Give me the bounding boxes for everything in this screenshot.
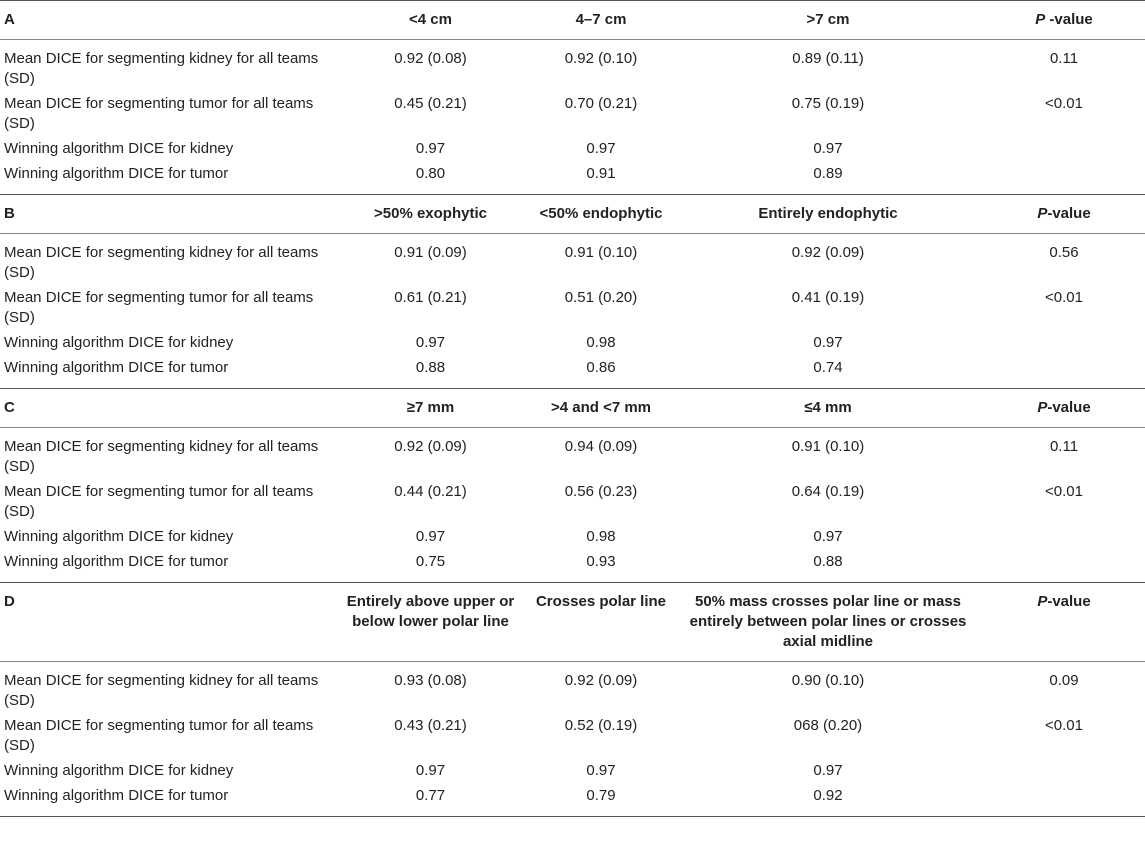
row-label: Winning algorithm DICE for tumor (4, 165, 229, 182)
table-cell: 0.92 (0.09) (564, 672, 638, 689)
table-cell: 0.97 (415, 334, 446, 351)
table-row (0, 713, 1145, 758)
table-cell: 0.75 (415, 553, 446, 570)
pvalue-cell: <0.01 (1045, 289, 1083, 306)
table-row (0, 330, 1145, 355)
pvalue-cell: 0.56 (1049, 244, 1079, 261)
pvalue-header-p: P (1037, 399, 1048, 416)
column-header: Entirely above upper or below lower polar line (346, 593, 515, 630)
table-row (0, 161, 1145, 195)
column-header: Crosses polar line (535, 593, 667, 610)
row-label: Mean DICE for segmenting kidney for all teams (SD) (4, 438, 319, 475)
section-label: A (4, 11, 15, 28)
row-label: Mean DICE for segmenting kidney for all teams (SD) (4, 244, 319, 281)
table-cell: 0.98 (586, 528, 616, 545)
pvalue-cell (983, 330, 1145, 355)
table-cell: 0.91 (0.10) (564, 244, 638, 261)
table-row (0, 662, 1145, 714)
table-cell: 0.98 (586, 334, 616, 351)
table-cell: 0.88 (813, 553, 843, 570)
table-row (0, 40, 1145, 92)
section-label: B (4, 205, 15, 222)
table-cell: 0.92 (813, 787, 843, 804)
table-cell: 0.92 (0.10) (564, 50, 638, 67)
row-label: Mean DICE for segmenting kidney for all teams (SD) (4, 50, 319, 87)
column-header: ≥7 mm (406, 399, 455, 416)
table-cell: 0.97 (415, 762, 446, 779)
table-cell: 0.44 (0.21) (394, 483, 467, 500)
pvalue-cell: <0.01 (1045, 717, 1083, 734)
pvalue-header (983, 389, 1145, 428)
table-cell: 0.92 (0.09) (394, 438, 467, 455)
pvalue-header (983, 1, 1145, 40)
table-cell: 0.89 (0.11) (792, 50, 864, 67)
table-cell: 0.80 (415, 165, 446, 182)
row-label: Winning algorithm DICE for kidney (4, 528, 234, 545)
row-label: Winning algorithm DICE for tumor (4, 553, 229, 570)
row-label: Mean DICE for segmenting tumor for all teams (SD) (4, 483, 314, 520)
column-header: <4 cm (409, 11, 452, 28)
section-header-row (0, 389, 1145, 428)
column-header: 50% mass crosses polar line or mass entirely between polar lines or crosses axial midline (689, 593, 967, 650)
table-cell: 0.88 (415, 359, 446, 376)
pvalue-cell (983, 524, 1145, 549)
pvalue-cell (983, 136, 1145, 161)
pvalue-cell (983, 783, 1145, 817)
pvalue-cell (983, 355, 1145, 389)
pvalue-cell: 0.11 (1049, 50, 1079, 67)
column-header: 4–7 cm (575, 11, 627, 28)
row-label: Winning algorithm DICE for kidney (4, 334, 234, 351)
table-cell: 0.97 (813, 140, 843, 157)
table-cell: 0.75 (0.19) (791, 95, 865, 112)
pvalue-header-p: P (1035, 11, 1046, 28)
section-header-row (0, 1, 1145, 40)
table-cell: 0.74 (813, 359, 843, 376)
table-cell: 0.70 (0.21) (564, 95, 638, 112)
row-label: Winning algorithm DICE for tumor (4, 787, 229, 804)
pvalue-header-p: P (1037, 205, 1048, 222)
table-cell: 0.97 (813, 528, 843, 545)
table-cell: 0.93 (586, 553, 616, 570)
row-label: Mean DICE for segmenting kidney for all teams (SD) (4, 672, 319, 709)
row-label: Mean DICE for segmenting tumor for all teams (SD) (4, 289, 314, 326)
table-cell: 0.64 (0.19) (791, 483, 865, 500)
pvalue-header-rest: -value (1047, 205, 1091, 222)
table-row (0, 479, 1145, 524)
table-cell: 0.97 (415, 140, 446, 157)
table-row (0, 758, 1145, 783)
table-cell: 0.61 (0.21) (394, 289, 467, 306)
column-header: >7 cm (806, 11, 850, 28)
table-cell: 0.97 (415, 528, 446, 545)
column-header: >4 and <7 mm (550, 399, 652, 416)
pvalue-cell: 0.09 (1049, 672, 1079, 689)
pvalue-header-rest: -value (1047, 399, 1091, 416)
pvalue-header-rest: -value (1045, 11, 1093, 28)
section-header-row (0, 583, 1145, 662)
table-cell: 0.91 (0.10) (791, 438, 865, 455)
column-header: ≤4 mm (804, 399, 852, 416)
pvalue-cell: <0.01 (1045, 483, 1083, 500)
section-label: C (4, 399, 15, 416)
table-cell: 0.45 (0.21) (394, 95, 467, 112)
table-cell: 0.77 (415, 787, 446, 804)
pvalue-header-rest: -value (1047, 593, 1091, 610)
section-label: D (4, 593, 15, 610)
table-row (0, 524, 1145, 549)
table-row (0, 136, 1145, 161)
pvalue-cell: <0.01 (1045, 95, 1083, 112)
pvalue-cell: 0.11 (1049, 438, 1079, 455)
table-row (0, 355, 1145, 389)
table-cell: 0.97 (813, 334, 843, 351)
table-cell: 0.92 (0.09) (791, 244, 865, 261)
table-cell: 0.97 (813, 762, 843, 779)
table-cell: 0.41 (0.19) (791, 289, 865, 306)
table-cell: 0.43 (0.21) (394, 717, 467, 734)
column-header: >50% exophytic (374, 205, 487, 222)
row-label: Winning algorithm DICE for tumor (4, 359, 229, 376)
pvalue-header-p: P (1037, 593, 1048, 610)
table-cell: 0.89 (813, 165, 843, 182)
table-cell: 0.91 (0.09) (394, 244, 467, 261)
table-cell: 0.94 (0.09) (564, 438, 638, 455)
pvalue-cell (983, 549, 1145, 583)
row-label: Mean DICE for segmenting tumor for all teams (SD) (4, 95, 314, 132)
table-cell: 0.79 (586, 787, 616, 804)
table-cell: 0.97 (586, 140, 616, 157)
column-header: <50% endophytic (539, 205, 663, 222)
table-cell: 0.93 (0.08) (394, 672, 467, 689)
table-cell: 0.86 (586, 359, 616, 376)
pvalue-cell (983, 758, 1145, 783)
table-cell: 0.51 (0.20) (564, 289, 638, 306)
row-label: Mean DICE for segmenting tumor for all teams (SD) (4, 717, 314, 754)
row-label: Winning algorithm DICE for kidney (4, 762, 234, 779)
pvalue-header (983, 583, 1145, 662)
row-label: Winning algorithm DICE for kidney (4, 140, 234, 157)
table-row (0, 428, 1145, 480)
table-cell: 068 (0.20) (793, 717, 863, 734)
table-cell: 0.90 (0.10) (791, 672, 865, 689)
table-row (0, 234, 1145, 286)
table-row (0, 285, 1145, 330)
section-header-row (0, 195, 1145, 234)
pvalue-header (983, 195, 1145, 234)
table-cell: 0.91 (586, 165, 616, 182)
table-cell: 0.56 (0.23) (564, 483, 638, 500)
table-row (0, 549, 1145, 583)
table-row (0, 783, 1145, 817)
pvalue-cell (983, 161, 1145, 195)
column-header: Entirely endophytic (758, 205, 898, 222)
table-cell: 0.97 (586, 762, 616, 779)
table-row (0, 91, 1145, 136)
table-cell: 0.52 (0.19) (564, 717, 638, 734)
table-cell: 0.92 (0.08) (394, 50, 467, 67)
